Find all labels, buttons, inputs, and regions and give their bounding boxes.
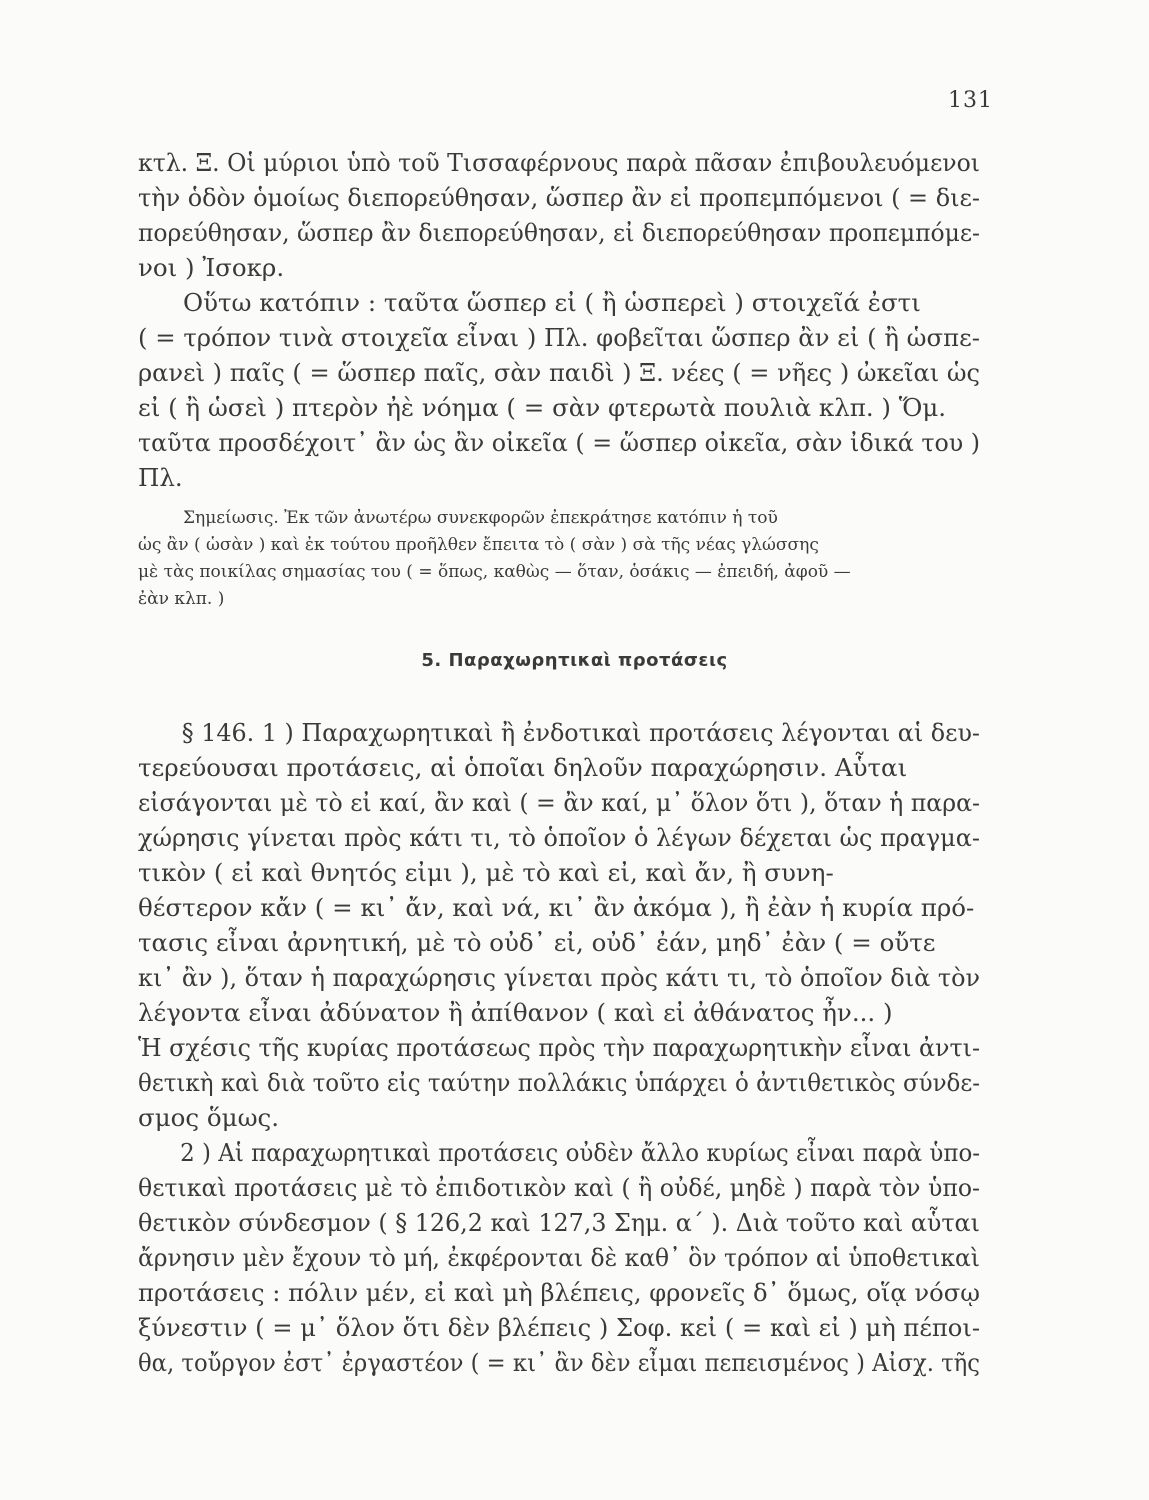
- text-line: ταῦτα προσδέχοιτ᾽ ἂν ὡς ἂν οἰκεῖα ( = ὥσπερ οἰκεῖα, σὰν ἰδικά του ): [138, 428, 981, 457]
- text-line: Οὕτω κατόπιν : ταῦτα ὥσπερ εἰ ( ἢ ὡσπερεὶ ) στοιχεῖά ἐστι: [183, 288, 921, 317]
- text-line: κτλ. Ξ. Οἱ μύριοι ὑπὸ τοῦ Τισσαφέρνους παρὰ πᾶσαν ἐπιβουλευόμενοι: [138, 148, 981, 177]
- text-line: θετικὴ καὶ διὰ τοῦτο εἰς ταύτην πολλάκις ὑπάρχει ὁ ἀντιθετικὸς σύνδε-: [138, 1068, 981, 1097]
- text-line: ὡς ἂν ( ὡσὰν ) καὶ ἐκ τούτου προῆλθεν ἔπειτα τὸ ( σὰν ) σὰ τῆς νέας γλώσσης: [138, 535, 819, 555]
- text-line: ἄρνησιν μὲν ἔχουν τὸ μή, ἐκφέρονται δὲ καθ᾽ ὃν τρόπον αἱ ὑποθετικαὶ: [138, 1243, 980, 1272]
- text-line: κι᾽ ἂν ), ὅταν ἡ παραχώρησις γίνεται πρὸς κάτι τι, τὸ ὁποῖον διὰ τὸν: [138, 963, 981, 992]
- text-line: χώρησις γίνεται πρὸς κάτι τι, τὸ ὁποῖον ὁ λέγων δέχεται ὡς πραγμα-: [138, 823, 980, 852]
- text-line: νοι ) Ἰσοκρ.: [138, 253, 285, 282]
- section-heading: 5. Παραχωρητικαὶ προτάσεις: [421, 650, 728, 671]
- text-line: μὲ τὰς ποικίλας σημασίας του ( = ὅπως, καθὼς — ὅταν, ὁσάκις — ἐπειδή, ἀφοῦ —: [138, 562, 851, 582]
- page-number: 131: [948, 88, 993, 113]
- text-line: προτάσεις : πόλιν μέν, εἰ καὶ μὴ βλέπεις, φρονεῖς δ᾽ ὅμως, οἵᾳ νόσῳ: [138, 1278, 980, 1307]
- text-line: τασις εἶναι ἀρνητική, μὲ τὸ οὐδ᾽ εἰ, οὐδ᾽ ἐάν, μηδ᾽ ἐὰν ( = οὔτε: [138, 928, 936, 957]
- text-line: ( = τρόπον τινὰ στοιχεῖα εἶναι ) Πλ. φοβεῖται ὥσπερ ἂν εἰ ( ἢ ὡσπε-: [138, 323, 980, 352]
- text-line: Ἡ σχέσις τῆς κυρίας προτάσεως πρὸς τὴν παραχωρητικὴν εἶναι ἀντι-: [138, 1033, 980, 1062]
- text-line: Πλ.: [138, 463, 183, 492]
- text-line: θετικαὶ προτάσεις μὲ τὸ ἐπιδοτικὸν καὶ ( ἢ οὐδέ, μηδὲ ) παρὰ τὸν ὑπο-: [138, 1173, 980, 1202]
- text-line: λέγοντα εἶναι ἀδύνατον ἢ ἀπίθανον ( καὶ εἰ ἀθάνατος ἦν... ): [138, 998, 893, 1027]
- text-line: ρανεὶ ) παῖς ( = ὥσπερ παῖς, σὰν παιδὶ ) Ξ. νέες ( = νῆες ) ὠκεῖαι ὡς: [138, 358, 981, 387]
- text-line: Σημείωσις. Ἐκ τῶν ἀνωτέρω συνεκφορῶν ἐπεκράτησε κατόπιν ἡ τοῦ: [183, 508, 778, 528]
- text-line: 2 ) Αἱ παραχωρητικαὶ προτάσεις οὐδὲν ἄλλο κυρίως εἶναι παρὰ ὑπο-: [180, 1138, 981, 1167]
- text-line: εἰ ( ἢ ὡσεὶ ) πτερὸν ἠὲ νόημα ( = σὰν φτερωτὰ πουλιὰ κλπ. ) Ὅμ.: [138, 393, 947, 422]
- text-line: § 146. 1 ) Παραχωρητικαὶ ἢ ἐνδοτικαὶ προτάσεις λέγονται αἱ δευ-: [181, 718, 980, 747]
- text-line: θετικὸν σύνδεσμον ( § 126,2 καὶ 127,3 Σημ. α΄ ). Διὰ τοῦτο καὶ αὗται: [138, 1208, 980, 1237]
- text-line: τερεύουσαι προτάσεις, αἱ ὁποῖαι δηλοῦν παραχώρησιν. Αὗται: [138, 753, 908, 782]
- text-line: θα, τοὔργον ἐστ᾽ ἐργαστέον ( = κι᾽ ἂν δὲν εἶμαι πεπεισμένος ) Αἰσχ. τῆς: [138, 1348, 980, 1377]
- text-line: σμος ὅμως.: [138, 1103, 280, 1132]
- text-line: τὴν ὁδὸν ὁμοίως διεπορεύθησαν, ὥσπερ ἂν εἰ προπεμπόμενοι ( = διε-: [138, 183, 980, 212]
- text-line: πορεύθησαν, ὥσπερ ἂν διεπορεύθησαν, εἰ διεπορεύθησαν προπεμπόμε-: [138, 218, 980, 247]
- text-line: τικὸν ( εἰ καὶ θνητός εἰμι ), μὲ τὸ καὶ εἰ, καὶ ἄν, ἢ συνη-: [138, 858, 834, 887]
- text-line: εἰσάγονται μὲ τὸ εἰ καί, ἂν καὶ ( = ἂν καί, μ᾽ ὅλον ὅτι ), ὅταν ἡ παρα-: [138, 788, 981, 817]
- text-line: ξύνεστιν ( = μ᾽ ὅλον ὅτι δὲν βλέπεις ) Σοφ. κεἰ ( = καὶ εἰ ) μὴ πέποι-: [138, 1313, 981, 1342]
- text-line: ἐὰν κλπ. ): [138, 589, 225, 609]
- text-line: θέστερον κἄν ( = κι᾽ ἄν, καὶ νά, κι᾽ ἂν ἀκόμα ), ἢ ἐὰν ἡ κυρία πρό-: [138, 893, 975, 922]
